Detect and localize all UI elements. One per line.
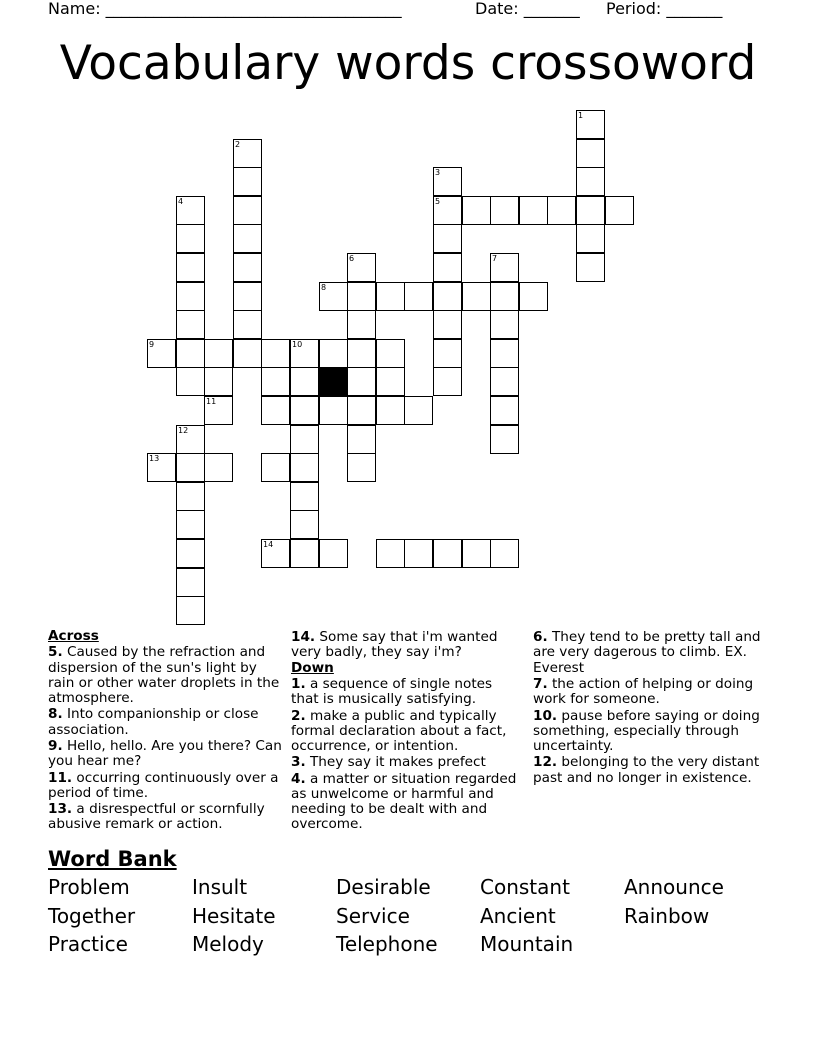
word-bank-word: Insult [192,875,248,899]
across-heading: Across [48,628,99,644]
date-field-label: Date: _______ [475,0,580,18]
crossword-block-cell [319,367,348,396]
clue-number: 14 [263,540,274,549]
crossword-cell[interactable] [233,139,262,168]
crossword-cell[interactable] [204,339,233,368]
crossword-cell[interactable] [261,367,290,396]
clue-number: 10 [292,340,303,349]
crossword-cell[interactable] [176,367,205,396]
crossword-cell[interactable] [176,339,205,368]
crossword-cell[interactable] [147,453,176,482]
crossword-cell[interactable] [433,196,462,225]
crossword-cell[interactable] [519,196,548,225]
word-bank-word: Together [48,904,136,928]
crossword-cell[interactable] [433,282,462,311]
word-bank-word: Melody [192,932,264,956]
clue-number: 3 [435,168,441,177]
crossword-cell[interactable] [261,539,290,568]
crossword-cell[interactable] [261,396,290,425]
crossword-cell[interactable] [176,196,205,225]
crossword-cell[interactable] [347,339,376,368]
clue-number: 11 [206,397,217,406]
crossword-cell[interactable] [204,367,233,396]
clue-across-5: 5. Caused by the refraction and dispersion of the sun's light by rain or other water droplets in the atmosphere. [48,644,280,706]
clue-down-4: 4. a matter or situation regarded as unwelcome or harmful and needing to be dealt with and overcome. [291,770,517,833]
clue-across-11: 11. occurring continuously over a period of time. [48,769,279,801]
crossword-cell[interactable] [433,253,462,282]
clues-column-3 [533,629,763,786]
crossword-cell[interactable] [433,224,462,253]
crossword-cell[interactable] [547,196,576,225]
word-bank-word: Announce [624,875,724,899]
crossword-cell[interactable] [576,196,605,225]
crossword-cell[interactable] [347,367,376,396]
clue-down-12: 12. belonging to the very distant past and no longer in existence. [533,754,760,786]
clue-down-10: 10. pause before saying or doing something, especially through uncertainty. [533,707,760,754]
crossword-cell[interactable] [404,282,433,311]
crossword-cell[interactable] [233,196,262,225]
clue-number: 4 [178,197,184,206]
crossword-cell[interactable] [433,339,462,368]
crossword-cell[interactable] [462,196,491,225]
crossword-cell[interactable] [290,367,319,396]
crossword-cell[interactable] [376,367,405,396]
clue-number: 13 [149,454,160,463]
crossword-cell[interactable] [233,310,262,339]
word-bank-word: Ancient [480,904,556,928]
crossword-cell[interactable] [347,425,376,454]
crossword-cell[interactable] [519,282,548,311]
crossword-cell[interactable] [347,396,376,425]
clue-down-3: 3. They say it makes prefect [291,754,486,771]
crossword-cell[interactable] [376,539,405,568]
crossword-cell[interactable] [290,396,319,425]
clue-down-7: 7. the action of helping or doing work for someone. [533,675,754,708]
word-bank-word: Problem [48,875,130,899]
clue-across-8: 8. Into companionship or close association. [48,706,259,738]
crossword-cell[interactable] [290,539,319,568]
crossword-cell[interactable] [404,539,433,568]
crossword-cell[interactable] [290,510,319,539]
crossword-cell[interactable] [576,139,605,168]
clue-number: 2 [235,140,241,149]
crossword-cell[interactable] [576,224,605,253]
crossword-cell[interactable] [490,253,519,282]
crossword-cell[interactable] [319,396,348,425]
name-field-label: Name: _____________________________________ [48,0,402,18]
word-bank-word: Desirable [336,875,431,899]
crossword-cell[interactable] [233,224,262,253]
crossword-cell[interactable] [576,110,605,139]
crossword-cell[interactable] [261,339,290,368]
word-bank-word: Rainbow [624,904,710,928]
crossword-cell[interactable] [176,539,205,568]
word-bank-word: Mountain [480,932,574,956]
page-title: Vocabulary words crossoword [59,36,757,91]
crossword-cell[interactable] [290,339,319,368]
crossword-cell[interactable] [433,310,462,339]
clue-number: 5 [435,197,441,206]
crossword-cell[interactable] [176,482,205,511]
crossword-cell[interactable] [176,282,205,311]
crossword-cell[interactable] [490,282,519,311]
crossword-cell[interactable] [490,396,519,425]
crossword-cell[interactable] [176,425,205,454]
clue-number: 6 [349,254,355,263]
word-bank-word: Telephone [336,932,438,956]
crossword-cell[interactable] [176,453,205,482]
word-bank-word: Constant [480,875,570,899]
clue-down-6: 6. They tend to be pretty tall and are very dagerous to climb. EX. Everest [533,629,761,676]
crossword-cell[interactable] [490,425,519,454]
down-heading: Down [291,659,334,676]
crossword-cell[interactable] [462,282,491,311]
crossword-cell[interactable] [176,224,205,253]
crossword-cell[interactable] [462,539,491,568]
clue-across-9: 9. Hello, hello. Are you there? Can you hear me? [48,737,282,770]
crossword-cell[interactable] [433,167,462,196]
crossword-cell[interactable] [176,510,205,539]
crossword-cell[interactable] [233,339,262,368]
clues-column-2 [291,629,521,833]
clue-number: 8 [321,283,327,292]
crossword-cell[interactable] [376,396,405,425]
crossword-cell[interactable] [605,196,634,225]
crossword-cell[interactable] [176,310,205,339]
crossword-cell[interactable] [490,339,519,368]
crossword-cell[interactable] [347,253,376,282]
crossword-cell[interactable] [576,253,605,282]
crossword-cell[interactable] [490,196,519,225]
crossword-cell[interactable] [176,568,205,597]
clue-number: 1 [578,111,584,120]
period-field-label: Period: _______ [606,0,723,18]
crossword-cell[interactable] [204,453,233,482]
crossword-cell[interactable] [233,282,262,311]
crossword-cell[interactable] [290,453,319,482]
crossword-cell[interactable] [204,396,233,425]
clue-number: 9 [149,340,155,349]
word-bank-word: Hesitate [192,904,276,928]
crossword-cell[interactable] [376,282,405,311]
clue-number: 7 [492,254,498,263]
crossword-cell[interactable] [404,396,433,425]
crossword-cell[interactable] [347,453,376,482]
crossword-cell[interactable] [433,367,462,396]
clues-column-1 [48,629,284,833]
clue-down-2: 2. make a public and typically formal declaration about a fact, occurrence, or intention. [291,707,507,754]
crossword-cell[interactable] [147,339,176,368]
crossword-cell[interactable] [319,282,348,311]
crossword-cell[interactable] [176,596,205,625]
word-bank-word: Service [336,904,410,928]
crossword-cell[interactable] [433,539,462,568]
word-bank-word: Practice [48,932,128,956]
crossword-cell[interactable] [347,282,376,311]
crossword-cell[interactable] [319,539,348,568]
clue-down-1: 1. a sequence of single notes that is musically satisfying. [291,675,493,708]
crossword-cell[interactable] [319,339,348,368]
clue-number: 12 [178,426,189,435]
crossword-cell[interactable] [233,253,262,282]
crossword-cell[interactable] [176,253,205,282]
crossword-cell[interactable] [490,367,519,396]
crossword-cell[interactable] [347,310,376,339]
crossword-cell[interactable] [290,482,319,511]
word-bank-title: Word Bank [48,847,177,871]
crossword-cell[interactable] [261,453,290,482]
crossword-cell[interactable] [576,167,605,196]
crossword-cell[interactable] [290,425,319,454]
clue-across-13: 13. a disrespectful or scornfully abusive remark or action. [48,801,265,833]
crossword-cell[interactable] [233,167,262,196]
crossword-cell[interactable] [490,310,519,339]
crossword-cell[interactable] [490,539,519,568]
crossword-cell[interactable] [376,339,405,368]
clue-across-14: 14. Some say that i'm wanted very badly, they say i'm? [291,629,498,661]
